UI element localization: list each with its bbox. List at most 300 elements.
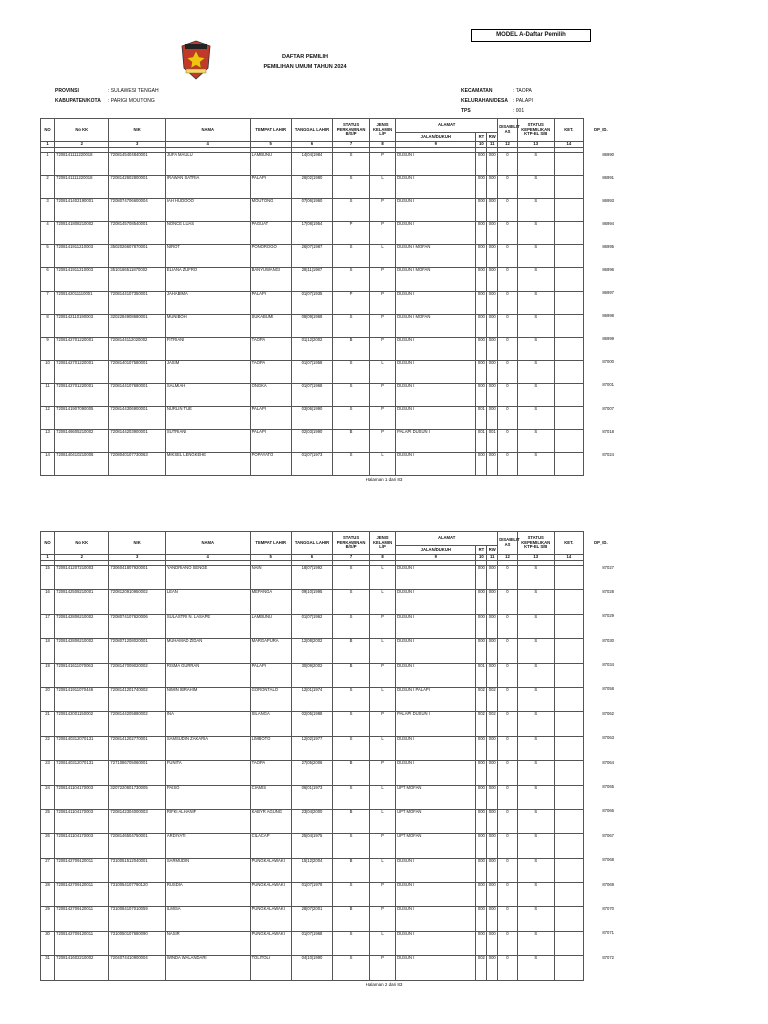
cell-ktp-el: S [517,834,554,858]
cell-jalan: PALAPI DUSUN I [396,712,476,736]
cell-nik: 3202284908680001 [109,314,165,337]
meta-value: : PARIGI MOUTONG [108,98,155,104]
cell-disabilitas: 0 [498,291,518,314]
cell-status-kawin: S [333,883,370,907]
cell-ktp-el: S [517,736,554,760]
cell-jalan: DUSUN I [396,663,476,687]
column-number: 3 [109,555,165,561]
cell-no: 16 [41,590,55,614]
cell-disabilitas: 0 [498,268,518,291]
cell-nik: 7310084107010059 [109,907,165,931]
cell-jenis-kelamin: P [370,337,396,360]
cell-dp-id: 87069 [602,881,614,887]
cell-tempat-lahir: PONOROGO [250,245,291,268]
col-header-no-kk: No KK [55,119,109,142]
cell-jalan: UPT MOFAN [396,785,476,809]
cell-disabilitas: 0 [498,687,518,711]
cell-tanggal-lahir: 15|12|2004 [291,858,332,882]
cell-jenis-kelamin: L [370,590,396,614]
cell-nik: 7208144112020002 [109,337,165,360]
cell-tanggal-lahir: 26|07|1987 [291,245,332,268]
cell-status-kawin: S [333,153,370,176]
cell-disabilitas: 0 [498,736,518,760]
cell-ket [554,566,583,590]
cell-nama: NONCE LUAS [165,222,250,245]
cell-jalan: DUSUN I [396,931,476,955]
cell-ktp-el: S [517,907,554,931]
voter-row [41,761,616,785]
cell-tanggal-lahir: 01|12|2002 [291,337,332,360]
cell-tanggal-lahir: 28|07|2001 [291,907,332,931]
cell-dp-id: 87029 [602,613,614,619]
cell-no-kk: 7208142701220001 [55,383,109,406]
cell-disabilitas: 0 [498,153,518,176]
cell-ktp-el: S [517,360,554,383]
cell-tempat-lahir: SILANGA [250,712,291,736]
cell-dp-id: 87063 [602,735,614,741]
cell-nik: 7208147009020002 [109,663,165,687]
cell-ket [554,687,583,711]
cell-nik: 7208146504750001 [109,834,165,858]
col-header-ket: KET. [554,119,583,142]
cell-ket [554,222,583,245]
col-header-ktp-el: STATUS KEPEMILIKAN KTP-EL S/B [517,532,554,555]
cell-ket [554,614,583,638]
cell-rw: 000 [487,453,498,476]
cell-disabilitas: 0 [498,245,518,268]
cell-rt: 000 [476,268,487,291]
cell-no-kk: 7208141104170003 [55,834,109,858]
cell-no: 26 [41,834,55,858]
cell-nik: 7306041807920001 [109,566,165,590]
cell-dp-id: 87024 [602,451,614,457]
column-number: 9 [396,142,476,148]
cell-rw: 000 [487,883,498,907]
cell-jalan: DUSUN I MOFAN [396,268,476,291]
voter-row [41,153,616,176]
cell-rw: 000 [487,785,498,809]
cell-rw: 000 [487,153,498,176]
cell-rw: 000 [487,907,498,931]
col-header-nama: NAMA [165,532,250,555]
cell-tempat-lahir: CIAMIS [250,785,291,809]
meta-key: TPS [461,108,471,114]
cell-dp-id: 87064 [602,759,614,765]
cell-ktp-el: S [517,337,554,360]
cell-status-kawin: S [333,453,370,476]
cell-rw: 000 [487,222,498,245]
cell-jalan: DUSUN I [396,907,476,931]
cell-nama: SAMSUDIN ZAKARIA [165,736,250,760]
cell-rw: 000 [487,176,498,199]
cell-tempat-lahir: KABYR AGUNG [250,809,291,833]
cell-rt: 000 [476,199,487,222]
cell-no: 20 [41,687,55,711]
cell-no-kk: 7208141602210002 [55,956,109,980]
cell-rw: 000 [487,639,498,663]
meta-key: KABUPATEN/KOTA [55,98,101,104]
col-header-nama: NAMA [165,119,250,142]
cell-status-kawin: S [333,687,370,711]
cell-tempat-lahir: PALAPI [250,291,291,314]
cell-ket [554,590,583,614]
voter-row [41,360,616,383]
cell-jenis-kelamin: L [370,453,396,476]
meta-provinsi [55,86,159,96]
cell-tanggal-lahir: 12|08|2002 [291,639,332,663]
cell-ktp-el: S [517,639,554,663]
cell-ktp-el: S [517,590,554,614]
cell-jalan: DUSUN I [396,407,476,430]
cell-tempat-lahir: PALAPI [250,176,291,199]
cell-ktp-el: S [517,809,554,833]
cell-tanggal-lahir: 18|07|1992 [291,566,332,590]
cell-jalan: DUSUN I [396,614,476,638]
cell-status-kawin: B [333,663,370,687]
cell-ktp-el: S [517,314,554,337]
cell-nik: 3510166511870002 [109,268,165,291]
cell-jalan: DUSUN I [396,383,476,406]
col-header-disabilitas: DISABILIT AS [498,532,518,555]
cell-rw: 002 [487,687,498,711]
cell-disabilitas: 0 [498,614,518,638]
column-number: 6 [291,555,332,561]
cell-jenis-kelamin: P [370,199,396,222]
cell-status-kawin: S [333,590,370,614]
voter-row [41,883,616,907]
col-header-rt: RT [476,546,487,555]
cell-tempat-lahir: ONGKA [250,383,291,406]
voter-row [41,712,616,736]
cell-tempat-lahir: NAIN [250,566,291,590]
cell-jalan: UPT MOFAN [396,809,476,833]
cell-disabilitas: 0 [498,407,518,430]
column-number: 10 [476,555,487,561]
cell-rt: 000 [476,809,487,833]
page-footer-1: Halaman 1 dari 83 [365,477,403,482]
cell-ktp-el: S [517,614,554,638]
cell-no-kk: 7208142709120011 [55,858,109,882]
cell-ket [554,314,583,337]
cell-ktp-el: S [517,687,554,711]
voter-row [41,785,616,809]
cell-nama: MUNIBOH [165,314,250,337]
col-header-nik: NIK [109,532,165,555]
cell-jenis-kelamin: L [370,785,396,809]
cell-tempat-lahir: LIMBOTO [250,736,291,760]
cell-no-kk: 7208141911070446 [55,687,109,711]
cell-nama: RISMA GURRAN [165,663,250,687]
cell-nama: SARMUDIN [165,858,250,882]
meta-key: PROVINSI [55,88,79,94]
cell-nik: 7208144107350001 [109,291,165,314]
cell-jenis-kelamin: P [370,761,396,785]
column-number: 7 [333,555,370,561]
cell-tanggal-lahir: 27|05|2006 [291,761,332,785]
meta-kelurahan [461,96,533,106]
column-number: 8 [370,555,396,561]
cell-ket [554,931,583,955]
cell-nik: 7208140107580001 [109,360,165,383]
cell-rw: 000 [487,834,498,858]
cell-status-kawin: S [333,712,370,736]
cell-no: 9 [41,337,55,360]
cell-tanggal-lahir: 04|10|1990 [291,956,332,980]
cell-dp-id: 87030 [602,637,614,643]
kpu-logo-icon [180,40,212,80]
header-row [41,119,616,133]
cell-jenis-kelamin: P [370,222,396,245]
voter-row [41,956,616,980]
cell-no-kk: 7208142508210001 [55,590,109,614]
cell-ktp-el: S [517,430,554,453]
cell-dp-id: 87065 [602,784,614,790]
column-number: 10 [476,142,487,148]
cell-tempat-lahir: MARGAPURA [250,639,291,663]
cell-rt: 002 [476,956,487,980]
cell-jalan: DUSUN I [396,337,476,360]
cell-jalan: DUSUN I [396,736,476,760]
cell-ktp-el: S [517,858,554,882]
col-header-ket: KET. [554,532,583,555]
cell-no-kk: 7208140312070131 [55,761,109,785]
cell-rw: 000 [487,858,498,882]
cell-rw: 000 [487,314,498,337]
cell-status-kawin: S [333,245,370,268]
cell-nik: 7208074706600004 [109,199,165,222]
cell-disabilitas: 0 [498,430,518,453]
cell-tanggal-lahir: 03|06|1990 [291,407,332,430]
voter-row [41,453,616,476]
cell-rw: 000 [487,590,498,614]
cell-tanggal-lahir: 30|09|2002 [291,663,332,687]
cell-jenis-kelamin: L [370,360,396,383]
cell-rw: 000 [487,199,498,222]
cell-no: 7 [41,291,55,314]
cell-jalan: DUSUN I [396,566,476,590]
cell-no: 13 [41,430,55,453]
cell-tempat-lahir: PAGUAT [250,222,291,245]
cell-ket [554,407,583,430]
cell-tempat-lahir: MEPANGA [250,590,291,614]
cell-dp-id: 86990 [602,151,614,157]
column-number: 14 [554,555,583,561]
cell-no-kk: 7208140312070131 [55,736,109,760]
cell-nik: 7208144205880002 [109,712,165,736]
cell-no: 28 [41,883,55,907]
cell-tempat-lahir: TAOPA [250,360,291,383]
cell-status-kawin: S [333,614,370,638]
cell-jalan: DUSUN I [396,956,476,980]
meta-key: KECAMATAN [461,88,493,94]
cell-nama: INA [165,712,250,736]
cell-status-kawin: S [333,785,370,809]
cell-dp-id: 86998 [602,313,614,319]
col-header-rw: RW [487,133,498,142]
col-header-no: NO [41,532,55,555]
cell-dp-id: 87058 [602,686,614,692]
cell-jalan: DUSUN I [396,199,476,222]
cell-dp-id: 86991 [602,174,614,180]
cell-no: 27 [41,858,55,882]
cell-ktp-el: S [517,291,554,314]
cell-disabilitas: 0 [498,337,518,360]
cell-dp-id: 87018 [602,428,614,434]
cell-rt: 000 [476,761,487,785]
cell-rt: 001 [476,663,487,687]
cell-rt: 001 [476,430,487,453]
model-label: MODEL A-Daftar Pemilih [471,29,591,42]
cell-nik: 7310054107780120 [109,883,165,907]
cell-tanggal-lahir: 09|10|1995 [291,590,332,614]
cell-tempat-lahir: PALAPI [250,430,291,453]
cell-ket [554,430,583,453]
cell-dp-id: 87001 [602,382,614,388]
column-number: 2 [55,555,109,561]
cell-nama: NURLIN TUE [165,407,250,430]
cell-rw: 000 [487,931,498,955]
cell-dp-id: 87000 [602,359,614,365]
cell-ket [554,453,583,476]
col-header-alamat: ALAMAT [396,119,498,133]
document-title [230,52,380,72]
cell-ket [554,639,583,663]
cell-nama: SALMIAH [165,383,250,406]
cell-dp-id: 87068 [602,857,614,863]
cell-no: 29 [41,907,55,931]
cell-rw: 000 [487,809,498,833]
cell-rw: 000 [487,291,498,314]
cell-nik: 7208141201740002 [109,687,165,711]
cell-ket [554,712,583,736]
cell-nama: NIROT [165,245,250,268]
cell-status-kawin: S [333,736,370,760]
col-header-nik: NIK [109,119,165,142]
cell-jenis-kelamin: L [370,931,396,955]
cell-rw: 000 [487,360,498,383]
voter-row [41,663,616,687]
cell-jenis-kelamin: P [370,663,396,687]
cell-nik: 3207220601730005 [109,785,165,809]
voter-row [41,222,616,245]
cell-jalan: DUSUN I MOFAN [396,314,476,337]
cell-nik: 7208144107680001 [109,383,165,406]
cell-no: 31 [41,956,55,980]
cell-nama: MUHAMAD ZIDAN [165,639,250,663]
cell-tanggal-lahir: 23|04|2000 [291,809,332,833]
cell-rt: 000 [476,785,487,809]
col-header-tanggal-lahir: TANGGAL LAHIR [291,532,332,555]
cell-nama: FUNITA [165,761,250,785]
cell-no-kk: 7208141907090005 [55,407,109,430]
column-number: 7 [333,142,370,148]
cell-nama: PAISO [165,785,250,809]
cell-rw: 000 [487,663,498,687]
col-header-alamat: ALAMAT [396,532,498,546]
voter-row [41,614,616,638]
cell-no-kk: 7208142709120011 [55,907,109,931]
cell-nama: IRAWAN SATRIA [165,176,250,199]
cell-disabilitas: 0 [498,834,518,858]
cell-no: 23 [41,761,55,785]
col-header-jalan: JALAN/DUKUH [396,133,476,142]
cell-no-kk: 7208141111220018 [55,153,109,176]
cell-rt: 000 [476,931,487,955]
column-number: 2 [55,142,109,148]
col-header-status-kawin: STATUS PERKAWINAN B/S/P [333,532,370,555]
cell-jenis-kelamin: P [370,383,396,406]
cell-status-kawin: P [333,291,370,314]
cell-jalan: DUSUN I [396,858,476,882]
cell-no-kk: 7208141611070063 [55,663,109,687]
voter-row [41,687,616,711]
cell-no: 22 [41,736,55,760]
cell-nama: NASIR [165,931,250,955]
cell-no-kk: 7208142110190003 [55,314,109,337]
cell-no-kk: 7208141402190001 [55,199,109,222]
cell-no: 21 [41,712,55,736]
cell-status-kawin: P [333,222,370,245]
cell-jalan: DUSUN I [396,590,476,614]
cell-status-kawin: S [333,268,370,291]
column-number: 11 [487,555,498,561]
cell-jenis-kelamin: P [370,834,396,858]
cell-ktp-el: S [517,453,554,476]
cell-nik: 7208145708540001 [109,222,165,245]
cell-no: 6 [41,268,55,291]
cell-tanggal-lahir: 17|08|1954 [291,222,332,245]
column-number: 1 [41,555,55,561]
cell-rt: 000 [476,337,487,360]
cell-ket [554,268,583,291]
cell-jenis-kelamin: P [370,907,396,931]
column-number: 3 [109,142,165,148]
meta-key: KELURAHAN/DESA [461,98,508,104]
cell-ktp-el: S [517,931,554,955]
cell-status-kawin: B [333,907,370,931]
col-header-status-kawin: STATUS PERKAWINAN B/S/P [333,119,370,142]
voter-row [41,199,616,222]
cell-ktp-el: S [517,761,554,785]
cell-rw: 002 [487,712,498,736]
cell-ktp-el: S [517,153,554,176]
col-header-rt: RT [476,133,487,142]
column-number: 4 [165,555,250,561]
cell-jenis-kelamin: L [370,245,396,268]
cell-no-kk: 7208142806210002 [55,614,109,638]
voter-row [41,383,616,406]
cell-tempat-lahir: GORONTALO [250,687,291,711]
cell-status-kawin: S [333,314,370,337]
column-number: 8 [370,142,396,148]
col-header-tanggal-lahir: TANGGAL LAHIR [291,119,332,142]
cell-disabilitas: 0 [498,383,518,406]
cell-tempat-lahir: PUNGKALAWAKI [250,883,291,907]
voter-row [41,858,616,882]
meta-value: : PALAPI [513,98,533,104]
cell-ket [554,907,583,931]
cell-ktp-el: S [517,956,554,980]
cell-no: 12 [41,407,55,430]
cell-jalan: DUSUN I [396,360,476,383]
cell-tanggal-lahir: 01|07|1978 [291,883,332,907]
cell-tanggal-lahir: 12|01|1974 [291,687,332,711]
cell-nik: 7310050107680090 [109,931,165,955]
meta-kabupaten [55,96,159,106]
cell-jalan: PALAPI DUSUN I [396,430,476,453]
cell-nama: RIFKI ALHANIF [165,809,250,833]
cell-rt: 000 [476,222,487,245]
